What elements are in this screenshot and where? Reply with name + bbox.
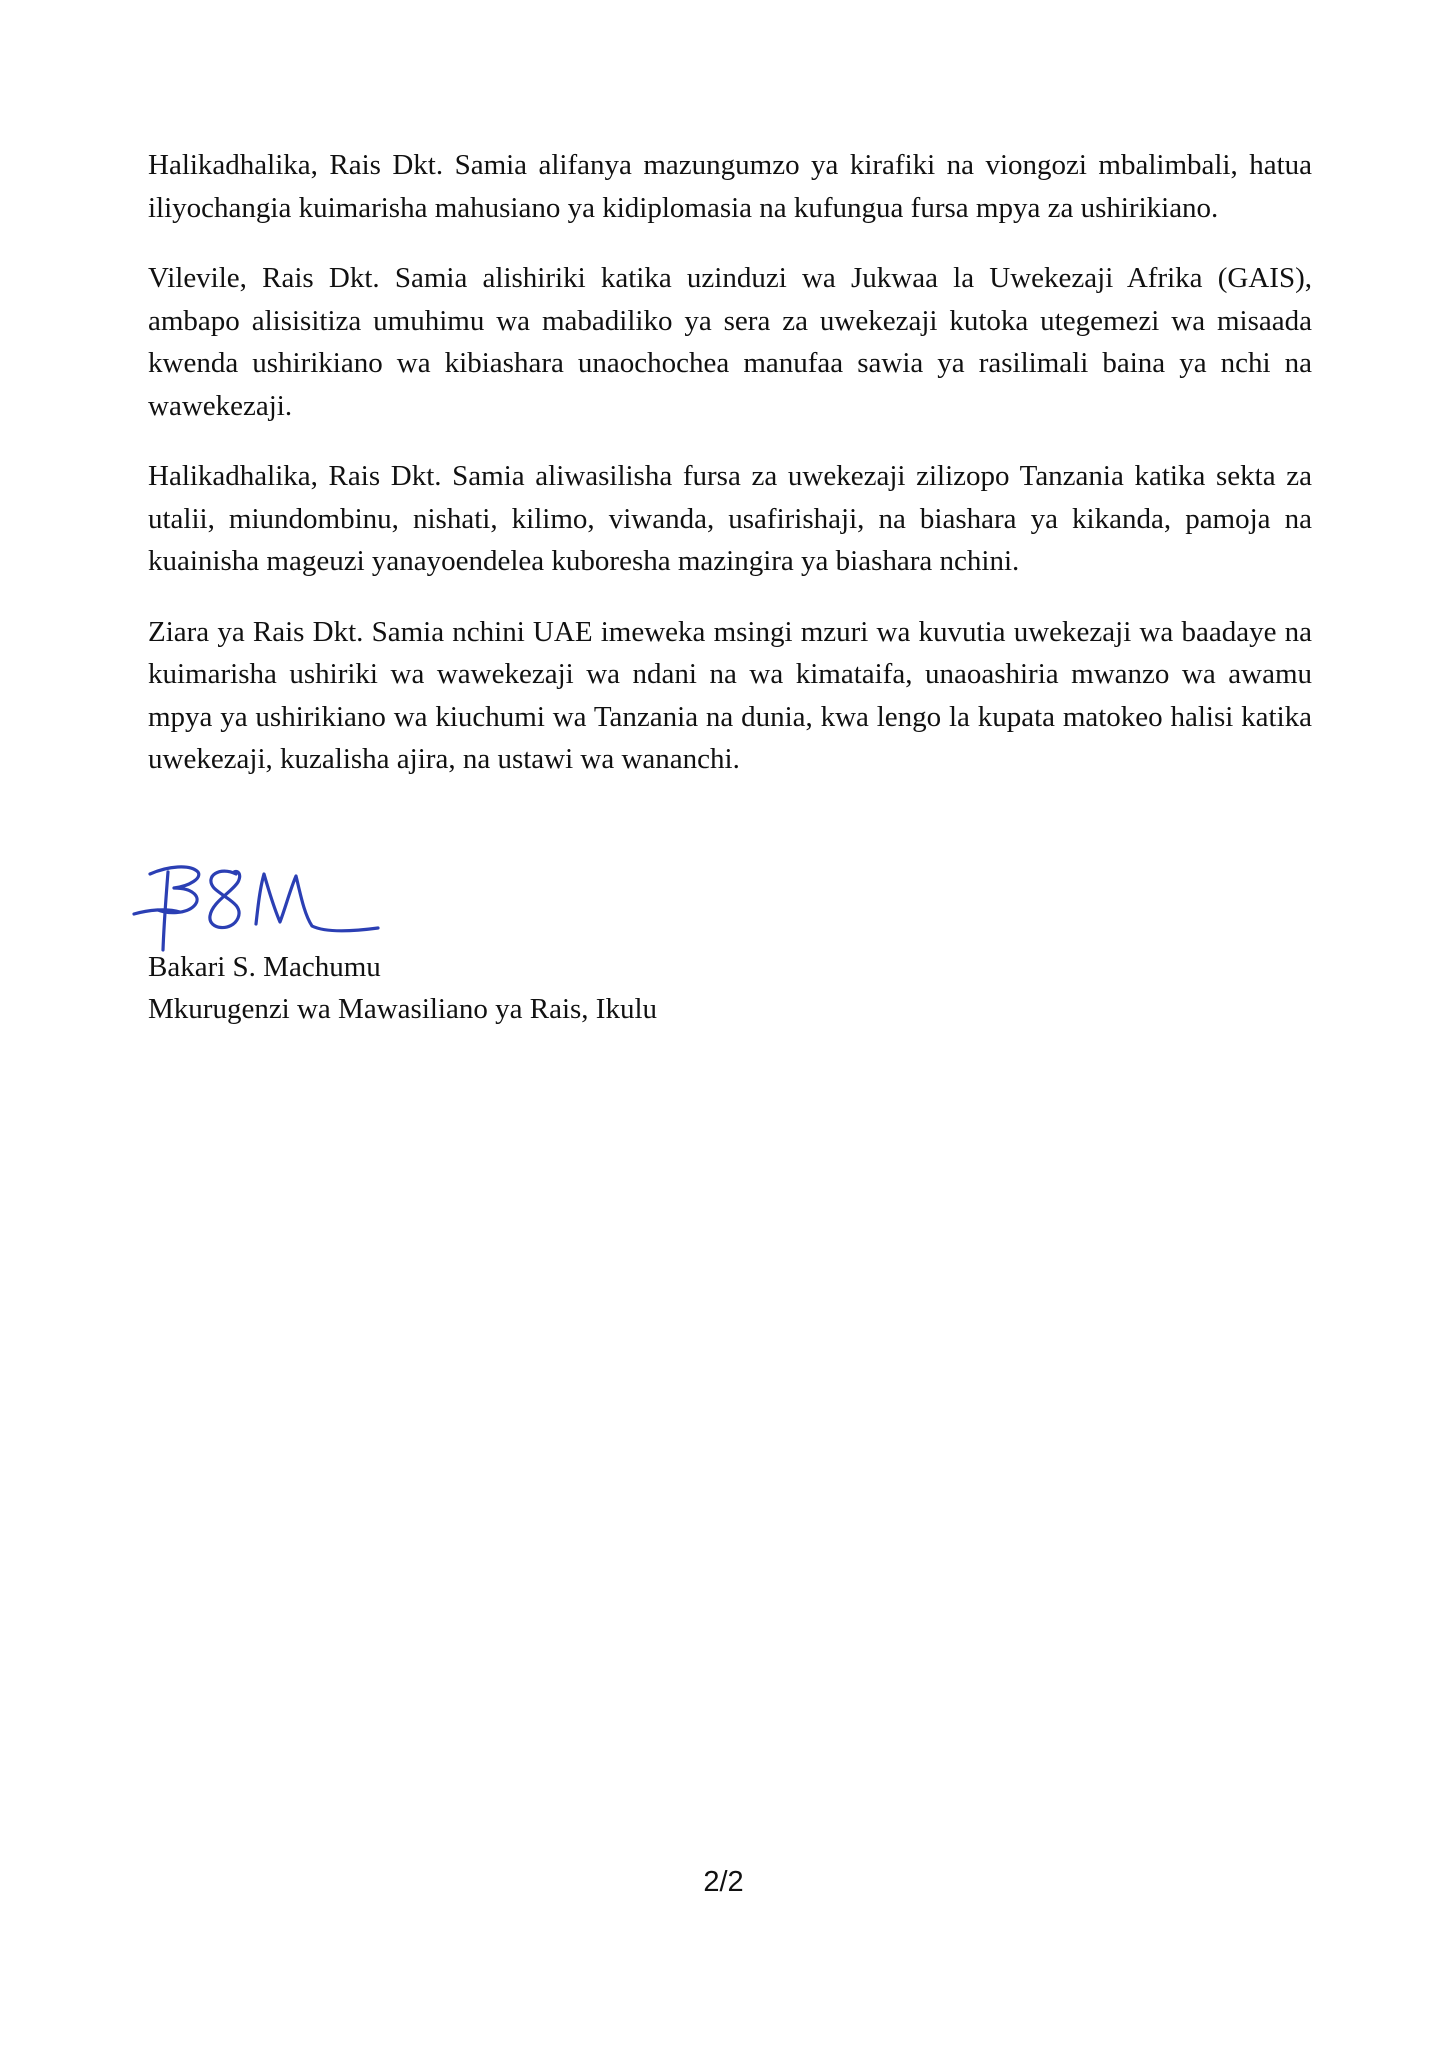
page-number: 2/2 [703, 1866, 744, 1898]
paragraph: Vilevile, Rais Dkt. Samia alishiriki katika uzinduzi wa Jukwaa la Uwekezaji Afrika (GAIS), ambapo alisisitiza umuhimu wa mabadiliko ya sera za uwekezaji kutoka utegemezi wa misaada kwenda ushirikiano wa kibiashara unaochochea manufaa sawia ya rasilimali baina ya nchi na wawekezaji. [148, 262, 1312, 422]
paragraph: Halikadhalika, Rais Dkt. Samia alifanya mazungumzo ya kirafiki na viongozi mbalimbali, hatua iliyochangia kuimarisha mahusiano ya kidiplomasia na kufungua fursa mpya za ushirikiano. [148, 149, 1312, 224]
paragraph: Halikadhalika, Rais Dkt. Samia aliwasilisha fursa za uwekezaji zilizopo Tanzania katika sekta za utalii, miundombinu, nishati, kilimo, viwanda, usafirishaji, na biashara ya kikanda, pamoja na kuainisha mageuzi yanayoendelea kuboresha mazingira ya biashara nchini. [148, 460, 1312, 577]
signer-title: Mkurugenzi wa Mawasiliano ya Rais, Ikulu [148, 993, 658, 1025]
document-body [148, 144, 1312, 809]
signer-name: Bakari S. Machumu [148, 951, 381, 983]
signer-block [148, 946, 657, 1030]
paragraph: Ziara ya Rais Dkt. Samia nchini UAE imeweka msingi mzuri wa kuvutia uwekezaji wa baadaye na kuimarisha ushiriki wa wawekezaji wa ndani na wa kimataifa, unaoashiria mwanzo wa awamu mpya ya ushirikiano wa kiuchumi wa Tanzania na dunia, kwa lengo la kupata matokeo halisi katika uwekezaji, kuzalisha ajira, na ustawi wa wananchi. [148, 615, 1312, 775]
